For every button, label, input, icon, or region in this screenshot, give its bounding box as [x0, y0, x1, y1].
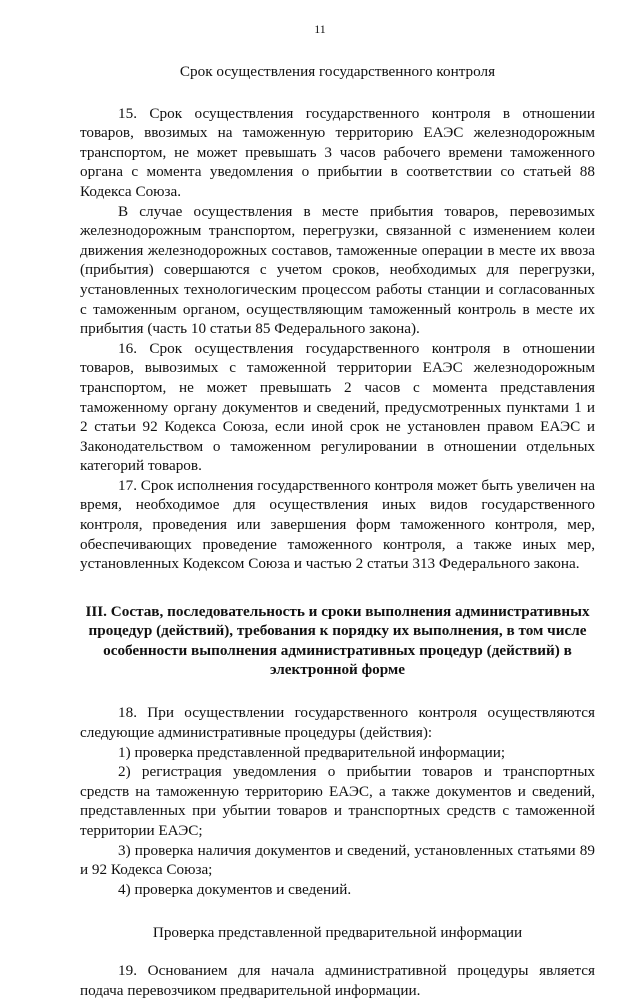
section-title-iii: III. Состав, последовательность и сроки выполнения административных процедур (действий), требования к порядку их выполнения, в том числе особенности выполнения административных процедур (действий) в электронной форме [85, 602, 590, 679]
list-item: 1) проверка представленной предварительной информации; [118, 743, 506, 761]
paragraph-17: 17. Срок исполнения государственного контроля может быть увеличен на время, необходимое для осуществления иных видов государственного контроля, проведения или завершения форм таможенного контроля, мер, обеспечивающих проведение таможенного контроля, а также иных мер, установленных Кодексом Союза и частью 2 статьи 313 Федерального закона. [80, 476, 595, 573]
list-item: 3) проверка наличия документов и сведений, установленных статьями 89 и 92 Кодекса Союза; [80, 841, 595, 879]
document-body [80, 62, 595, 1000]
list-item: 4) проверка документов и сведений. [118, 880, 352, 898]
paragraph-19: 19. Основанием для начала административной процедуры является подача перевозчиком предварительной информации. [80, 962, 595, 999]
subheading-preliminary-info-check: Проверка представленной предварительной информации [152, 924, 523, 942]
page-number: 11 [314, 22, 326, 36]
paragraph-15: 15. Срок осуществления государственного контроля в отношении товаров, ввозимых на таможенную территорию ЕАЭС железнодорожным транспортом, не может превышать 3 часов рабочего времени таможенного органа с момента уведомления о прибытии в соответствии со статьей 88 Кодекса Союза. [80, 104, 595, 200]
paragraph-15-continuation: В случае осуществления в месте прибытия товаров, перевозимых железнодорожным транспортом, перегрузки, связанной с изменением колеи движения железнодорожных составов, таможенные операции в месте их ввоза (прибытия) совершаются с учетом сроков, необходимых для перегрузки, установленных технологическим процессом работы станции и согласованных с таможенным органом, осуществляющим таможенный контроль в месте их прибытия (часть 10 статьи 85 Федерального закона). [80, 202, 595, 338]
list-item: 2) регистрация уведомления о прибытии товаров и транспортных средств на таможенную территорию ЕАЭС, а также документов и сведений, представленных при убытии товаров и транспортных средств с таможенной территории ЕАЭС; [80, 763, 595, 840]
subheading-control-period: Срок осуществления государственного контроля [179, 63, 496, 80]
paragraph-16: 16. Срок осуществления государственного контроля в отношении товаров, вывозимых с таможенной территории ЕАЭС железнодорожным транспортом, не может превышать 2 часов с момента представления таможенному органу документов и сведений, предусмотренных пунктами 1 и 2 статьи 92 Кодекса Союза, если иной срок не установлен правом ЕАЭС и Законодательством о таможенном регулировании в отношении отдельных категорий товаров. [80, 339, 595, 475]
paragraph-18: 18. При осуществлении государственного контроля осуществляются следующие административные процедуры (действия): [80, 704, 595, 742]
